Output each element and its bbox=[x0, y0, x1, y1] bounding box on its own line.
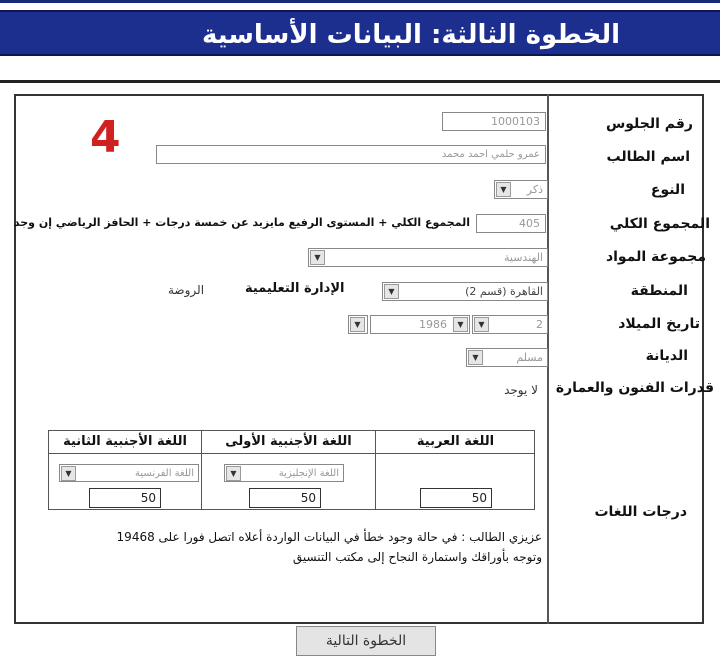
second-foreign-column bbox=[49, 431, 201, 509]
subject-group-label: مجموعة المواد bbox=[605, 249, 706, 265]
header-separator bbox=[0, 80, 720, 83]
birth-month-select[interactable] bbox=[348, 315, 368, 334]
seat-number-label: رقم الجلوس bbox=[605, 116, 693, 132]
first-foreign-column bbox=[201, 431, 375, 509]
next-step-button[interactable]: الخطوة التالية bbox=[296, 626, 436, 656]
subject-group-value: الهندسية bbox=[503, 251, 543, 264]
gender-value: ذكر bbox=[526, 183, 543, 196]
arabic-column bbox=[375, 431, 535, 509]
step-header bbox=[0, 10, 720, 56]
chevron-down-icon[interactable]: ▼ bbox=[226, 466, 241, 481]
second-foreign-select[interactable] bbox=[59, 464, 199, 482]
second-foreign-grade-field[interactable]: 50 bbox=[89, 488, 161, 508]
arabic-header: اللغة العربية bbox=[376, 431, 535, 454]
religion-select[interactable] bbox=[466, 348, 548, 367]
student-name-field[interactable]: عمرو حلمي احمد محمد bbox=[156, 145, 546, 164]
seat-number-field[interactable]: 1000103 bbox=[442, 112, 546, 131]
student-name-label: اسم الطالب bbox=[606, 149, 690, 165]
notice-line-2: وتوجه بأوراقك واستمارة النجاح إلى مكتب التنسيق bbox=[292, 550, 542, 564]
second-foreign-header: اللغة الأجنبية الثانية bbox=[49, 431, 201, 454]
subject-group-select[interactable] bbox=[308, 248, 548, 267]
chevron-down-icon[interactable]: ▼ bbox=[350, 317, 365, 332]
gender-select[interactable] bbox=[494, 180, 548, 199]
region-select[interactable] bbox=[382, 282, 548, 301]
chevron-down-icon[interactable]: ▼ bbox=[384, 284, 399, 299]
birth-date-label: تاريخ الميلاد bbox=[618, 316, 700, 332]
first-foreign-select[interactable] bbox=[224, 464, 344, 482]
annotation-number: 4 bbox=[90, 112, 121, 163]
region-label: المنطقة bbox=[630, 283, 688, 299]
arts-abilities-value: لا يوجد bbox=[504, 383, 538, 397]
notice-line-1: عزيزي الطالب : في حالة وجود خطأ في البيانات الواردة أعلاه اتصل فورا على 19468 bbox=[116, 530, 542, 544]
birth-year-select[interactable] bbox=[370, 315, 470, 334]
chevron-down-icon[interactable]: ▼ bbox=[61, 466, 76, 481]
step-title: الخطوة الثالثة: البيانات الأساسية bbox=[201, 20, 620, 50]
religion-value: مسلم bbox=[516, 351, 543, 364]
chevron-down-icon[interactable]: ▼ bbox=[474, 317, 489, 332]
chevron-down-icon[interactable]: ▼ bbox=[468, 350, 483, 365]
religion-label: الديانة bbox=[645, 348, 688, 364]
chevron-down-icon[interactable]: ▼ bbox=[453, 317, 468, 332]
total-note: المجموع الكلي + المستوى الرفيع مايزيد عن خمسة درجات + الحافز الرياضي إن وجد bbox=[13, 216, 470, 229]
chevron-down-icon[interactable]: ▼ bbox=[496, 182, 511, 197]
total-field[interactable]: 405 bbox=[476, 214, 546, 233]
total-label: المجموع الكلي bbox=[609, 216, 710, 232]
birth-day-value: 2 bbox=[536, 318, 543, 331]
first-foreign-select-value: اللغة الإنجليزية bbox=[278, 468, 339, 479]
gender-label: النوع bbox=[650, 182, 685, 198]
first-foreign-header: اللغة الأجنبية الأولى bbox=[202, 431, 375, 454]
chevron-down-icon[interactable]: ▼ bbox=[310, 250, 325, 265]
arts-abilities-label: قدرات الفنون والعمارة bbox=[555, 380, 714, 396]
form-frame bbox=[14, 94, 704, 624]
language-grades-label: درجات اللغات bbox=[594, 504, 687, 520]
birth-year-value: 1986 bbox=[419, 318, 447, 331]
first-foreign-grade-field[interactable]: 50 bbox=[249, 488, 321, 508]
top-border bbox=[0, 0, 720, 3]
birth-day-select[interactable] bbox=[472, 315, 548, 334]
second-foreign-select-value: اللغة الفرنسية bbox=[135, 468, 194, 479]
region-value: القاهرة (قسم 2) bbox=[465, 285, 543, 298]
language-grades-table bbox=[48, 430, 535, 510]
edu-admin-label: الإدارة التعليمية bbox=[245, 281, 345, 296]
arabic-grade-field[interactable]: 50 bbox=[420, 488, 492, 508]
edu-admin-value: الروضة bbox=[168, 283, 205, 297]
